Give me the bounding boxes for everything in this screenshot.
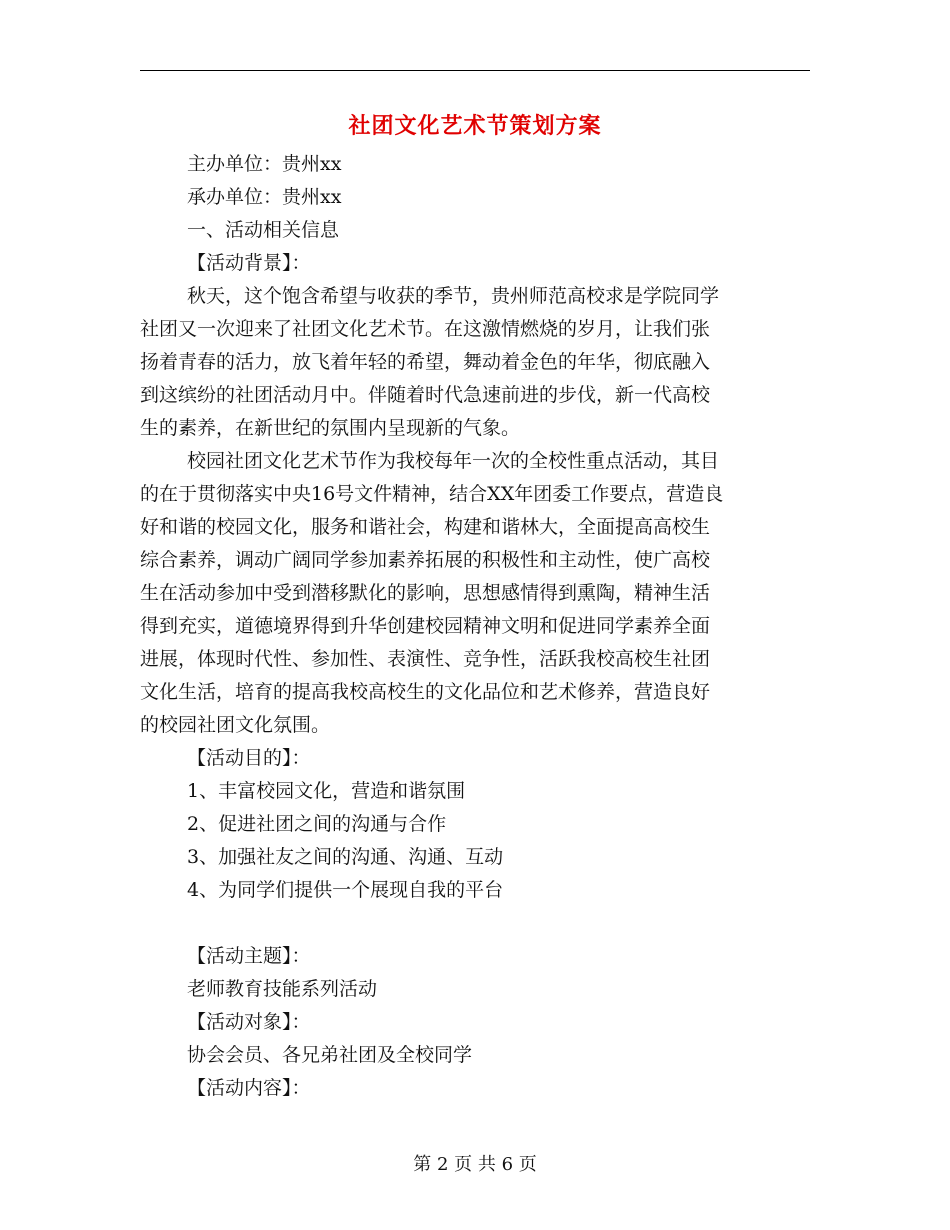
list-item: 1、丰富校园文化，营造和谐氛围 [187,780,466,802]
paragraph-line: 好和谐的校园文化，服务和谐社会，构建和谐林大，全面提高高校生 [140,516,711,538]
paragraph-line: 校园社团文化艺术节作为我校每年一次的全校性重点活动，其目 [187,450,720,472]
theme-heading: 【活动主题】： [187,945,311,967]
list-item: 4、为同学们提供一个展现自我的平台 [187,879,504,901]
background-paragraph-1 [140,280,810,445]
document-body [140,148,810,1105]
purpose-heading: 【活动目的】： [187,747,311,769]
paragraph-line: 秋天，这个饱含希望与收获的季节，贵州师范高校求是学院同学 [187,285,720,307]
undertaker-line: 承办单位：贵州xx [187,186,342,208]
content-heading: 【活动内容】： [187,1077,311,1099]
paragraph-line: 综合素养，调动广阔同学参加素养拓展的积极性和主动性，使广高校 [140,549,711,571]
paragraph-line: 生在活动参加中受到潜移默化的影响，思想感情得到熏陶，精神生活 [140,582,711,604]
background-heading: 【活动背景】： [187,252,311,274]
paragraph-line: 文化生活，培育的提高我校高校生的文化品位和艺术修养，营造良好 [140,681,711,703]
paragraph-line: 的在于贯彻落实中央16号文件精神，结合XX年团委工作要点，营造良 [140,483,724,505]
paragraph-line: 扬着青春的活力，放飞着年轻的希望，舞动着金色的年华，彻底融入 [140,351,711,373]
paragraph-line: 的校园社团文化氛围。 [140,714,331,736]
theme-text: 老师教育技能系列活动 [187,978,378,1000]
list-item: 2、促进社团之间的沟通与合作 [187,813,447,835]
organizer-line: 主办单位：贵州xx [187,153,342,175]
document-title: 社团文化艺术节策划方案 [348,113,602,139]
purpose-list [140,775,810,907]
list-item: 3、加强社友之间的沟通、沟通、互动 [187,846,504,868]
paragraph-line: 进展，体现时代性、参加性、表演性、竞争性，活跃我校高校生社团 [140,648,711,670]
audience-heading: 【活动对象】： [187,1011,311,1033]
section-heading: 一、活动相关信息 [187,219,340,241]
audience-text: 协会会员、各兄弟社团及全校同学 [187,1044,473,1066]
background-paragraph-2 [140,445,810,742]
paragraph-line: 社团又一次迎来了社团文化艺术节。在这激情燃烧的岁月，让我们张 [140,318,711,340]
header-rule [140,70,810,71]
paragraph-line: 得到充实，道德境界得到升华创建校园精神文明和促进同学素养全面 [140,615,711,637]
blank-line [140,907,810,940]
page-number: 第 2 页 共 6 页 [413,1154,537,1175]
paragraph-line: 到这缤纷的社团活动月中。伴随着时代急速前进的步伐，新一代高校 [140,384,711,406]
paragraph-line: 生的素养，在新世纪的氛围内呈现新的气象。 [140,417,521,439]
